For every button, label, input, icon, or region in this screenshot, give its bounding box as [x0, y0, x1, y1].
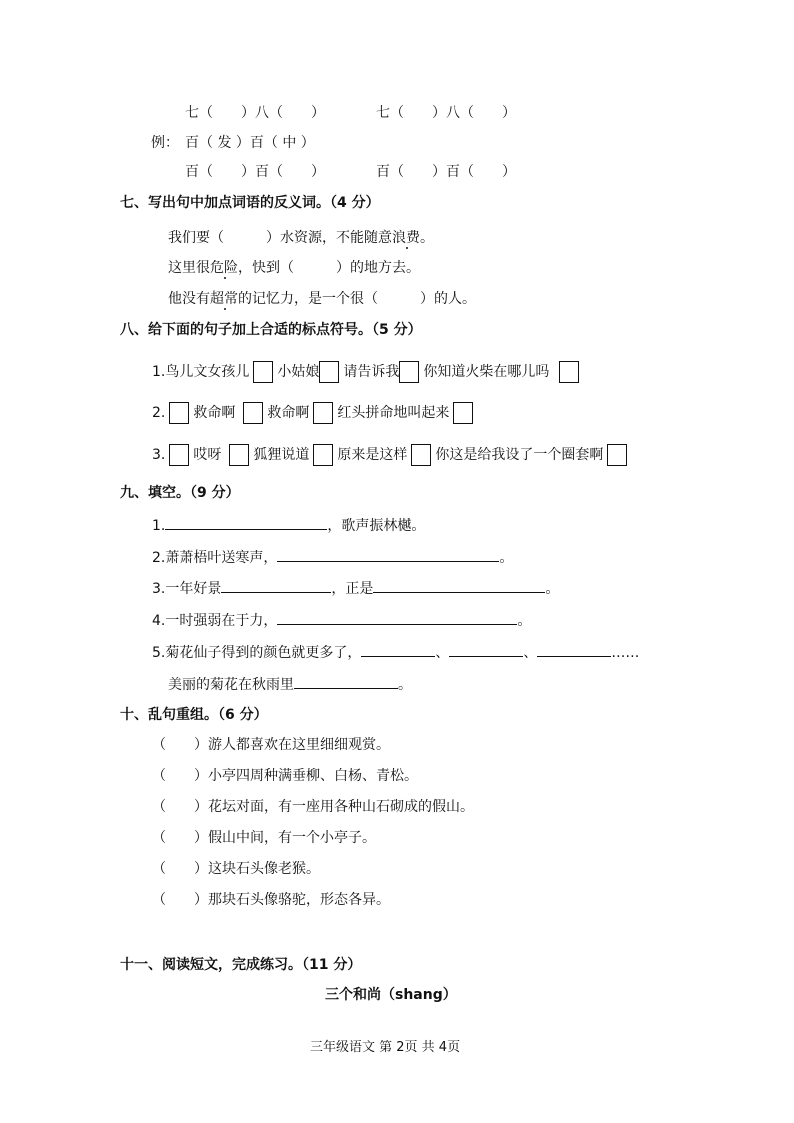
- fill-blank[interactable]: [165, 515, 327, 530]
- s9-line-3: [152, 578, 559, 599]
- s10-item: （ ）那块石头像骆驼，形态各异。: [152, 892, 390, 908]
- s8-i3-p3: 原来是这样: [337, 447, 408, 463]
- s7-l2-dotted: 危险: [210, 260, 238, 276]
- s9-l5-post: ……: [611, 645, 640, 661]
- s9-l2-post: 。: [499, 550, 514, 566]
- s7-l1-post: 。: [420, 230, 434, 246]
- s7-l1-dotted: 浪费: [392, 230, 420, 246]
- s9-l5-num: 5.: [152, 645, 166, 661]
- punct-box[interactable]: [319, 361, 339, 383]
- s8-i1-p3: 你知道火柴在哪儿吗: [423, 364, 550, 380]
- s7-l3-pre: 他没有: [168, 291, 210, 307]
- punct-box[interactable]: [411, 444, 431, 466]
- s7-l3-dotted: 超常: [210, 291, 238, 307]
- s9-l3-mid: ，正是: [331, 581, 374, 597]
- section11-title: 十一、阅读短文，完成练习。（11 分）: [120, 957, 362, 973]
- s10-item: （ ）小亭四周种满垂柳、白杨、青松。: [152, 768, 418, 784]
- s8-i2-p3: 红头拼命地叫起来: [337, 405, 450, 421]
- s9-l4-pre: 一时强弱在于力，: [165, 613, 278, 629]
- punct-box[interactable]: [243, 402, 263, 424]
- story-title: 三个和尚（shang）: [325, 987, 457, 1003]
- s9-line-1: [152, 515, 425, 536]
- section10-title: 十、乱句重组。（6 分）: [120, 707, 268, 723]
- s9-l5-pre: 菊花仙子得到的颜色就更多了，: [165, 645, 362, 661]
- punct-box[interactable]: [169, 444, 189, 466]
- s10-item: （ ）假山中间，有一个小亭子。: [152, 830, 376, 846]
- s9-l1-num: 1.: [152, 518, 166, 534]
- s6-example: [151, 133, 315, 153]
- s7-l2-post: ，快到（ ）的地方去。: [238, 260, 420, 276]
- s9-l6-post: 。: [398, 677, 412, 693]
- s9-l3-post: 。: [545, 581, 560, 597]
- fill-blank[interactable]: [361, 642, 435, 657]
- s6-row3-b: 百（ ）百（ ）: [376, 164, 516, 180]
- s9-line-2: [152, 547, 513, 568]
- section7-title: 七、写出句中加点词语的反义词。（4 分）: [120, 195, 380, 211]
- s8-i1-p1: 小姑娘: [277, 364, 320, 380]
- fill-blank[interactable]: [449, 642, 523, 657]
- fill-blank[interactable]: [373, 578, 545, 593]
- s9-l2-pre: 萧萧梧叶送寒声，: [165, 550, 278, 566]
- s7-line-2: [168, 258, 420, 278]
- s8-i2-num: 2.: [152, 405, 166, 421]
- fill-blank[interactable]: [277, 547, 499, 562]
- s7-l3-post: 的记忆力，是一个很（ ）的人。: [238, 291, 476, 307]
- s6-row3-a: 百（ ）百（ ）: [185, 164, 325, 180]
- s9-l6-pre: 美丽的菊花在秋雨里: [168, 677, 294, 693]
- s7-line-1: [168, 228, 434, 248]
- s8-i2-p2: 救命啊: [267, 405, 310, 421]
- punct-box[interactable]: [559, 361, 579, 383]
- s8-item-1: [152, 360, 583, 384]
- punct-box[interactable]: [253, 361, 273, 383]
- s8-item-3: [152, 443, 631, 467]
- s9-line-5: [152, 642, 639, 663]
- punct-box[interactable]: [313, 402, 333, 424]
- section8-title: 八、给下面的句子加上合适的标点符号。（5 分）: [120, 322, 422, 338]
- fill-blank[interactable]: [294, 674, 398, 689]
- s7-line-3: [168, 289, 476, 309]
- s10-item: （ ）花坛对面，有一座用各种山石砌成的假山。: [152, 799, 474, 815]
- s8-i3-num: 3.: [152, 447, 166, 463]
- s9-l1-post: ，歌声振林樾。: [327, 518, 426, 534]
- s8-i3-p4: 你这是给我设了一个圈套啊: [435, 447, 604, 463]
- s8-item-2: [152, 401, 477, 425]
- fill-blank[interactable]: [537, 642, 611, 657]
- punct-box[interactable]: [399, 361, 419, 383]
- s9-l4-post: 。: [517, 613, 532, 629]
- s9-l4-num: 4.: [152, 613, 166, 629]
- s9-line-6: [168, 674, 412, 695]
- fill-blank[interactable]: [221, 578, 331, 593]
- fill-blank[interactable]: [277, 610, 517, 625]
- punct-box[interactable]: [607, 444, 627, 466]
- s9-l5-sep: 、: [435, 645, 450, 661]
- s8-i1-p0: 鸟儿文女孩儿: [165, 364, 250, 380]
- s8-i1-num: 1.: [152, 364, 166, 380]
- s8-i3-p1: 哎呀: [193, 447, 222, 463]
- s9-line-4: [152, 610, 531, 631]
- s8-i1-p2: 请告诉我: [343, 364, 400, 380]
- s10-item: （ ）游人都喜欢在这里细细观赏。: [152, 737, 390, 753]
- punct-box[interactable]: [453, 402, 473, 424]
- page-footer: 三年级语文 第 2页 共 4页: [310, 1040, 461, 1055]
- punct-box[interactable]: [169, 402, 189, 424]
- s6-row1-b: 七（ ）八（ ）: [376, 105, 516, 121]
- punct-box[interactable]: [313, 444, 333, 466]
- s9-l3-num: 3.: [152, 581, 166, 597]
- s7-l1-pre: 我们要（ ）水资源，不能随意: [168, 230, 392, 246]
- s7-l2-pre: 这里很: [168, 260, 210, 276]
- s9-l2-num: 2.: [152, 550, 166, 566]
- s8-i3-p2: 狐狸说道: [253, 447, 310, 463]
- s6-example-label: 例：: [151, 135, 179, 151]
- s6-row1-a: 七（ ）八（ ）: [185, 105, 325, 121]
- s9-l3-pre: 一年好景: [165, 581, 222, 597]
- section9-title: 九、填空。（9 分）: [120, 485, 240, 501]
- s10-item: （ ）这块石头像老猴。: [152, 861, 320, 877]
- s6-example-text: 百（ 发 ）百（ 中 ）: [185, 135, 315, 151]
- s9-l5-sep: 、: [523, 645, 538, 661]
- punct-box[interactable]: [229, 444, 249, 466]
- s8-i2-p1: 救命啊: [193, 405, 236, 421]
